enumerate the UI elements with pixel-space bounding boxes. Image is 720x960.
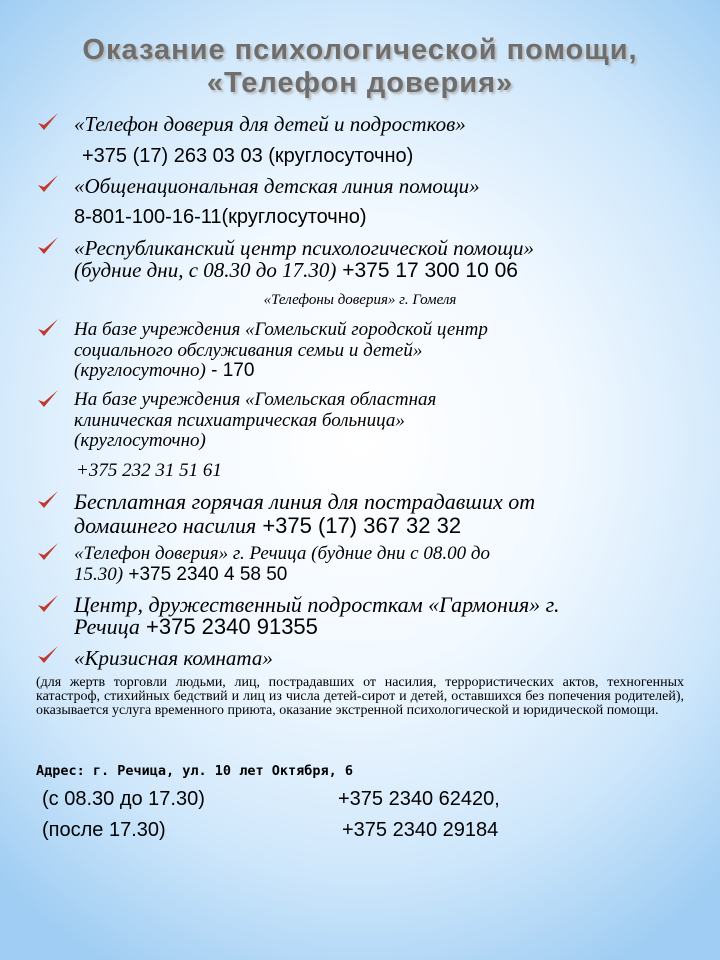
item-1-phone: +375 (17) 263 03 03 (круглосуточно)	[82, 145, 414, 167]
hours-night-phone: +375 2340 29184	[342, 819, 499, 841]
title-line-2: «Телефон доверия»	[206, 67, 514, 99]
checkmark-icon	[36, 110, 60, 134]
checkmark-icon	[36, 643, 60, 667]
item-7-hours: 15.30)	[74, 564, 124, 585]
item-3-title	[74, 237, 690, 282]
item-5-phone: +375 232 31 51 61	[76, 460, 222, 481]
checkmark-icon	[36, 592, 60, 616]
item-4-phone: - 170	[205, 360, 255, 381]
item-4-line-1: На базе учреждения «Гомельский городской центр	[74, 319, 488, 340]
item-6-line-1: Бесплатная горячая линия для пострадавших от	[74, 489, 536, 514]
item-3-hours: (будние дни, с 08.30 до 17.30)	[74, 258, 337, 282]
checkmark-icon	[36, 234, 60, 258]
item-8-city: Речица	[74, 614, 140, 639]
hours-night-period: (после 17.30)	[42, 819, 166, 841]
item-3-line-1: «Республиканский центр психологической помощи»	[74, 236, 535, 260]
item-4-hours: (круглосуточно)	[74, 360, 206, 381]
hours-day-phone: +375 2340 62420,	[338, 788, 500, 810]
item-5-line-2: клиническая психиатрическая больница»	[74, 409, 405, 431]
item-4-line-3	[74, 361, 690, 382]
crisis-room-description: (для жертв торговли людьми, лиц, пострадавших от насилия, террористических актов, техногенных катастроф, стихийных бедствий и лиц из числа детей-сирот и детей, оставшихся без попечения родителей), оказывается услуга временного приюта, оказание экстренной психологической и юридической помощи.	[36, 675, 684, 718]
checkmark-icon	[36, 316, 60, 340]
item-1-title: «Телефон доверия для детей и подростков»	[74, 112, 466, 136]
item-8-title	[74, 594, 690, 638]
title-line-1: Оказание психологической помощи,	[82, 34, 638, 66]
item-2-phone: 8-801-100-16-11(круглосуточно)	[74, 206, 367, 228]
address: Адрес: г. Речица, ул. 10 лет Октября, 6	[36, 763, 353, 779]
item-7-line-2	[74, 564, 690, 585]
item-2-title: «Общенациональная детская линия помощи»	[74, 174, 480, 198]
item-5-line-3: (круглосуточно)	[74, 430, 206, 451]
item-6-label: домашнего насилия	[74, 513, 257, 538]
hours-day-period: (с 08.30 до 17.30)	[42, 788, 205, 810]
checkmark-icon	[36, 488, 60, 512]
item-8-line-1: Центр, дружественный подросткам «Гармония» г.	[74, 592, 560, 617]
checkmark-icon	[36, 540, 60, 564]
item-3-phone: +375 17 300 10 06	[336, 259, 518, 282]
item-4-line-2: социального обслуживания семьи и детей»	[74, 339, 423, 361]
gomel-subheading: «Телефоны доверия» г. Гомеля	[263, 292, 457, 308]
item-4-title	[74, 320, 690, 382]
item-6-title	[74, 490, 690, 538]
checkmark-icon	[36, 172, 60, 196]
item-7-line-1: «Телефон доверия» г. Речица (будние дни с 08.00 до	[74, 543, 490, 564]
item-5-line-1: На базе учреждения «Гомельская областная	[74, 389, 437, 410]
item-3-line-2	[74, 259, 690, 282]
item-6-phone: +375 (17) 367 32 32	[256, 513, 462, 538]
checkmark-icon	[36, 387, 60, 411]
item-9-title: «Кризисная комната»	[74, 646, 273, 670]
item-8-phone: +375 2340 91355	[139, 614, 318, 639]
item-7-title	[74, 543, 690, 585]
item-8-line-2	[74, 616, 690, 638]
page-title	[0, 34, 720, 100]
item-5-title	[74, 390, 690, 452]
item-6-line-2	[74, 514, 690, 538]
item-7-phone: +375 2340 4 58 50	[123, 564, 288, 585]
